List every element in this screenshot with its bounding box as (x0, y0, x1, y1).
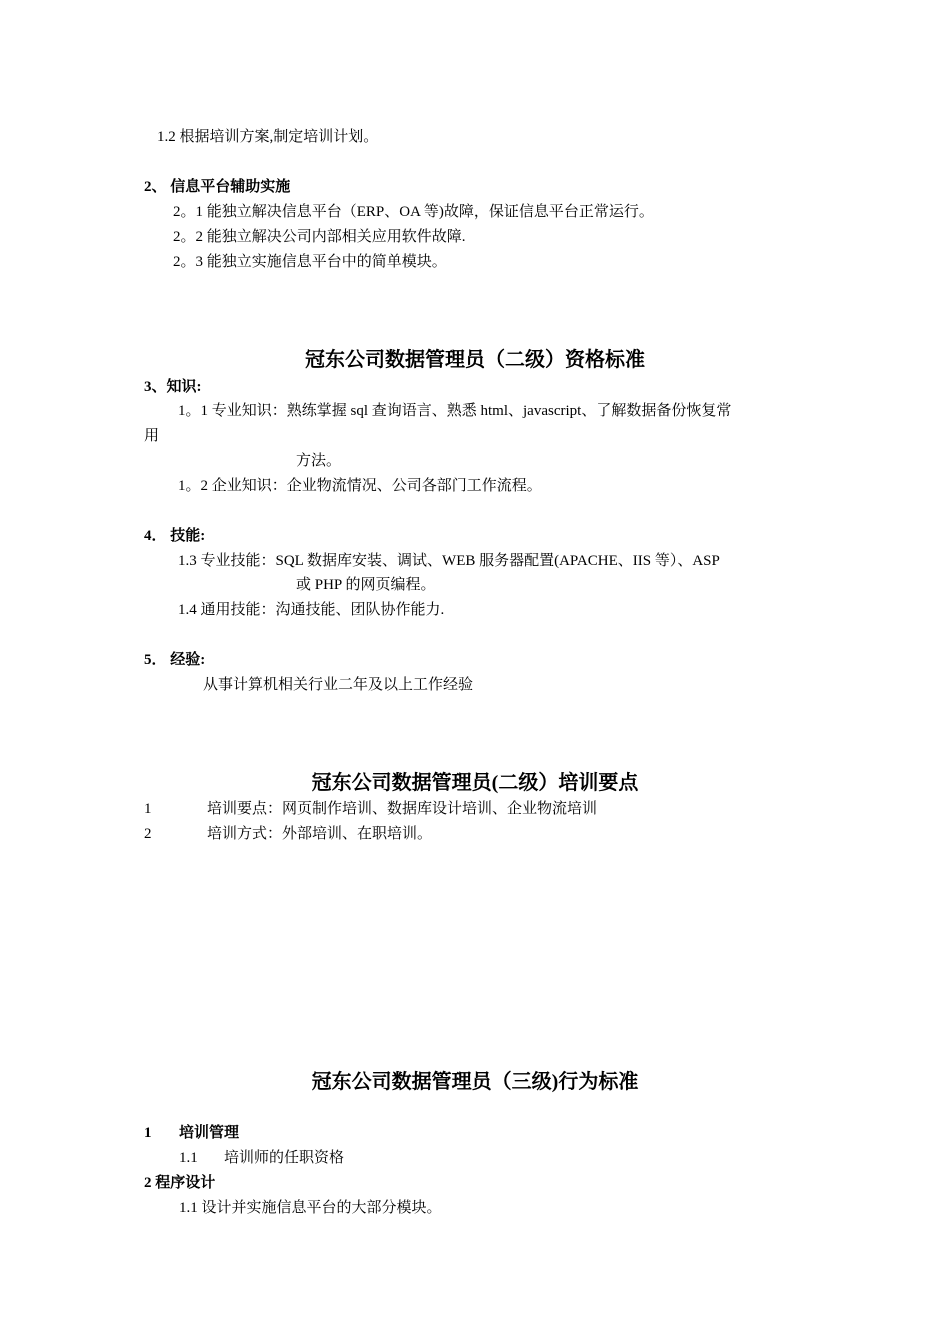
item-2-1: 2。1 能独立解决信息平台（ERP、OA 等)故障，保证信息平台正常运行。 (173, 204, 654, 220)
section-title-qualification: 冠东公司数据管理员（二级）资格标准 (305, 349, 645, 371)
training-row-num: 2 (144, 826, 152, 842)
experience-text: 从事计算机相关行业二年及以上工作经验 (203, 677, 474, 693)
item-1-1-line2: 用 (144, 428, 160, 444)
section-title-behavior: 冠东公司数据管理员（三级)行为标准 (311, 1071, 639, 1093)
item-1-1-line3: 方法。 (296, 453, 342, 469)
item-1-1-line1: 1。1 专业知识：熟练掌握 sql 查询语言、熟悉 html、javascript、了解数据备份恢复常 (178, 403, 732, 419)
heading-3: 3、知识: (144, 379, 202, 395)
training-row-text: 培训要点：网页制作培训、数据库设计培训、企业物流培训 (207, 801, 598, 817)
section-title-training: 冠东公司数据管理员(二级）培训要点 (311, 772, 639, 794)
item-1-2: 1.2 根据培训方案,制定培训计划。 (157, 129, 379, 145)
item-2-3: 2。3 能独立实施信息平台中的简单模块。 (173, 254, 447, 270)
heading-2: 2、 信息平台辅助实施 (144, 179, 291, 195)
sub-item-num: 1.1 (179, 1150, 198, 1166)
training-row-num: 1 (144, 801, 152, 817)
item-1-2-enterprise: 1。2 企业知识：企业物流情况、公司各部门工作流程。 (178, 478, 542, 494)
heading-4: 4． 技能: (144, 528, 206, 544)
heading-1-num: 1 (144, 1125, 152, 1141)
sub-item-text: 培训师的任职资格 (224, 1150, 345, 1166)
item-2-2: 2。2 能独立解决公司内部相关应用软件故障. (173, 229, 466, 245)
heading-5: 5． 经验: (144, 652, 206, 668)
item-1-3-line2: 或 PHP 的网页编程。 (296, 577, 436, 593)
item-1-4: 1.4 通用技能：沟通技能、团队协作能力. (178, 602, 445, 618)
item-1-3-line1: 1.3 专业技能：SQL 数据库安装、调试、WEB 服务器配置(APACHE、IIS 等）、ASP (178, 553, 720, 569)
heading-2-program: 2 程序设计 (144, 1175, 216, 1191)
heading-1-text: 培训管理 (179, 1125, 240, 1141)
item-1-1-design: 1.1 设计并实施信息平台的大部分模块。 (179, 1200, 442, 1216)
training-row-text: 培训方式：外部培训、在职培训。 (207, 826, 433, 842)
